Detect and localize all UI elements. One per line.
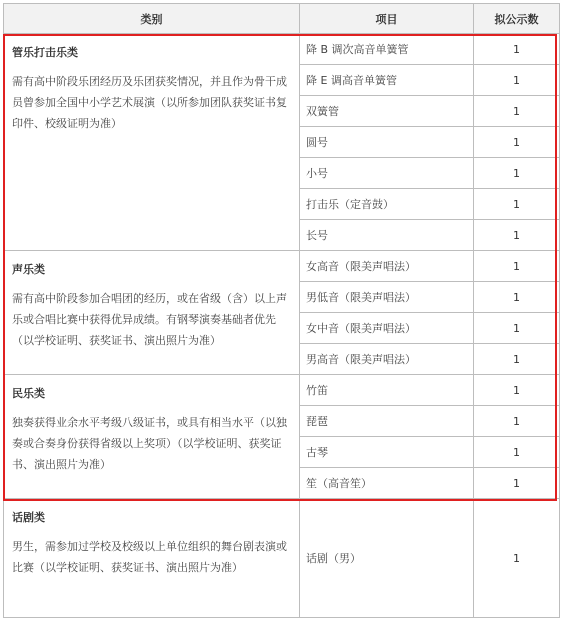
quota-cell: 1 xyxy=(474,406,560,437)
header-item: 项目 xyxy=(300,4,474,34)
item-cell: 双簧管 xyxy=(300,96,474,127)
category-title: 话剧类 xyxy=(12,511,45,524)
table-row xyxy=(4,375,560,406)
quota-cell: 1 xyxy=(474,375,560,406)
quota-cell: 1 xyxy=(474,220,560,251)
quota-cell: 1 xyxy=(474,251,560,282)
table-row xyxy=(4,499,560,618)
header-quota: 拟公示数 xyxy=(474,4,560,34)
quota-cell: 1 xyxy=(474,437,560,468)
item-cell: 笙（高音笙） xyxy=(300,468,474,499)
item-cell: 圆号 xyxy=(300,127,474,158)
quota-cell: 1 xyxy=(474,468,560,499)
item-cell: 竹笛 xyxy=(300,375,474,406)
category-title: 民乐类 xyxy=(12,387,45,400)
item-cell: 琵琶 xyxy=(300,406,474,437)
item-cell: 降 E 调高音单簧管 xyxy=(300,65,474,96)
table-row xyxy=(4,34,560,65)
item-cell: 女高音（限美声唱法） xyxy=(300,251,474,282)
item-cell: 降 B 调次高音单簧管 xyxy=(300,34,474,65)
category-description: 需有高中阶段参加合唱团的经历，或在省级（含）以上声乐或合唱比赛中获得优异成绩。有钢琴演奏基础者优先（以学校证明、获奖证书、演出照片为准） xyxy=(12,292,287,347)
item-cell: 话剧（男） xyxy=(300,499,474,618)
item-cell: 古琴 xyxy=(300,437,474,468)
category-cell-drama xyxy=(4,499,300,618)
category-cell-wind-percussion xyxy=(4,34,300,251)
category-description: 独奏获得业余水平考级八级证书，或具有相当水平（以独奏或合奏身份获得省级以上奖项）（以学校证明、获奖证书、演出照片为准） xyxy=(12,416,287,471)
item-cell: 男高音（限美声唱法） xyxy=(300,344,474,375)
table-row xyxy=(4,251,560,282)
quota-cell: 1 xyxy=(474,282,560,313)
category-cell-folk xyxy=(4,375,300,499)
table-header-row xyxy=(4,4,560,34)
category-description: 需有高中阶段乐团经历及乐团获奖情况，并且作为骨干成员曾参加全国中小学艺术展演（以所参加团队获奖证书复印件、校级证明为准） xyxy=(12,75,287,130)
quota-cell: 1 xyxy=(474,499,560,618)
item-cell: 打击乐（定音鼓） xyxy=(300,189,474,220)
quota-cell: 1 xyxy=(474,127,560,158)
quota-cell: 1 xyxy=(474,65,560,96)
quota-cell: 1 xyxy=(474,34,560,65)
quota-cell: 1 xyxy=(474,158,560,189)
admission-table xyxy=(3,3,560,618)
category-title: 管乐打击乐类 xyxy=(12,46,78,59)
header-category: 类别 xyxy=(4,4,300,34)
quota-cell: 1 xyxy=(474,96,560,127)
quota-cell: 1 xyxy=(474,189,560,220)
item-cell: 男低音（限美声唱法） xyxy=(300,282,474,313)
quota-cell: 1 xyxy=(474,344,560,375)
category-description: 男生，需参加过学校及校级以上单位组织的舞台剧表演或比赛（以学校证明、获奖证书、演出照片为准） xyxy=(12,540,287,574)
quota-cell: 1 xyxy=(474,313,560,344)
item-cell: 小号 xyxy=(300,158,474,189)
item-cell: 长号 xyxy=(300,220,474,251)
category-cell-vocal xyxy=(4,251,300,375)
item-cell: 女中音（限美声唱法） xyxy=(300,313,474,344)
category-title: 声乐类 xyxy=(12,263,45,276)
